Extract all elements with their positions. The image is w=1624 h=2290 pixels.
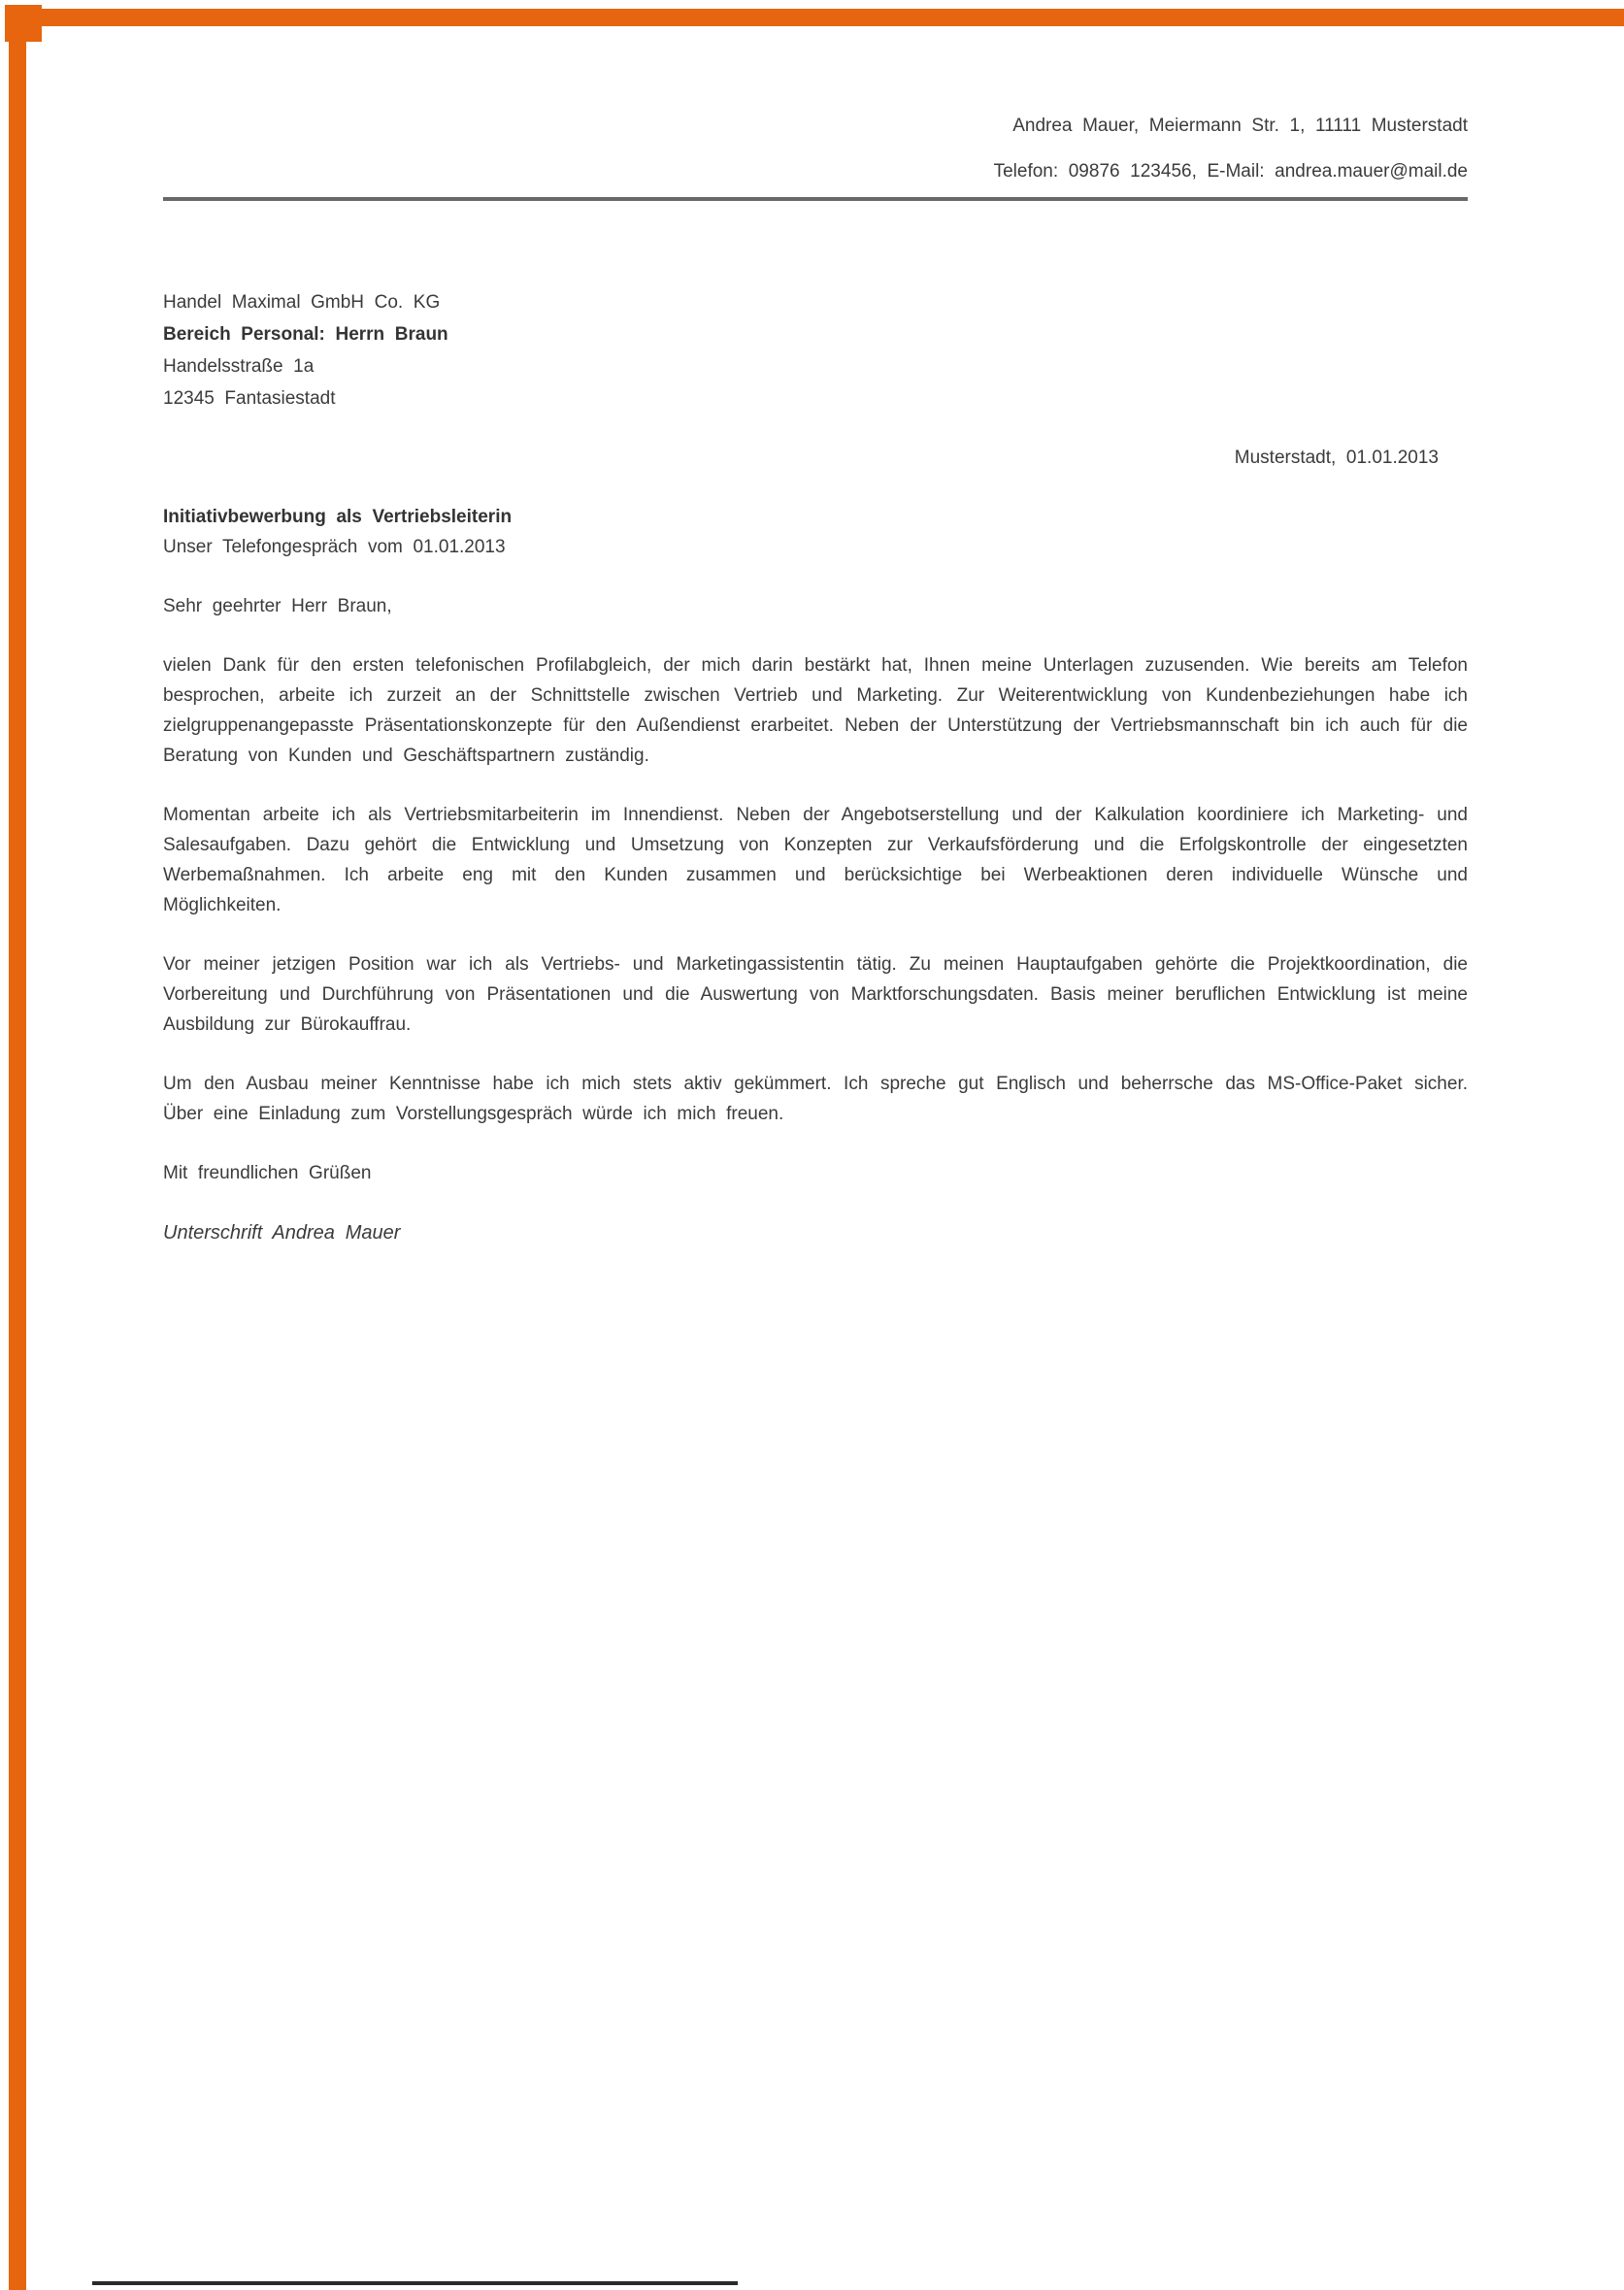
recipient-line-city: 12345 Fantasiestadt [163,388,336,409]
sender-contact-line: Telefon: 09876 123456, E-Mail: andrea.mauer@mail.de [993,161,1468,182]
closing-line: Mit freundlichen Grüßen [163,1163,372,1183]
subject-line: Initiativbewerbung als Vertriebsleiterin [163,507,513,527]
frame-corner [5,5,42,42]
sender-address-line: Andrea Mauer, Meiermann Str. 1, 11111 Musterstadt [1012,116,1468,136]
header-divider [163,197,1468,201]
subject-block [163,502,1468,562]
page-bottom-edge-artifact [92,2281,738,2285]
signature-line: Unterschrift Andrea Mauer [163,1222,401,1244]
recipient-address [163,286,1468,415]
date-line: Musterstadt, 01.01.2013 [1234,448,1439,468]
body-paragraph-1: vielen Dank für den ersten telefonischen Profilabgleich, der mich darin bestärkt hat, Ihnen meine Unterlagen zuzusenden. Wie bereits am Telefon besprochen, arbeite ich zurzeit an der Schnittstelle zwischen Vertrieb und Marketing. Zur Weiterentwicklung von Kundenbeziehungen habe ich zielgruppenangepasste Präsentationskonzepte für den Außendienst erarbeitet. Neben der Unterstützung der Vertriebsmannschaft bin ich auch für die Beratung von Kunden und Geschäftspartnern zuständig. [163,655,1468,766]
recipient-line-department: Bereich Personal: Herrn Braun [163,324,448,345]
frame-left-bar [9,9,26,2290]
recipient-line-company: Handel Maximal GmbH Co. KG [163,292,441,313]
salutation: Sehr geehrter Herr Braun, [163,596,392,616]
recipient-line-street: Handelsstraße 1a [163,356,315,377]
reference-line: Unser Telefongespräch vom 01.01.2013 [163,537,506,557]
body-paragraph-3: Vor meiner jetzigen Position war ich als Vertriebs- und Marketingassistentin tätig. Zu meinen Hauptaufgaben gehörte die Projektkoordination, die Vorbereitung und Durchführung von Präsentationen und die Auswertung von Marktforschungsdaten. Basis meiner beruflichen Entwicklung ist meine Ausbildung zur Bürokauffrau. [163,954,1468,1035]
letter-content [163,0,1468,1248]
sender-block [163,0,1468,194]
body-paragraph-2: Momentan arbeite ich als Vertriebsmitarbeiterin im Innendienst. Neben der Angebotserstellung und der Kalkulation koordiniere ich Marketing- und Salesaufgaben. Dazu gehört die Entwicklung und Umsetzung von Konzepten zur Verkaufsförderung und die Erfolgskontrolle der eingesetzten Werbemaßnahmen. Ich arbeite eng mit den Kunden zusammen und berücksichtige bei Werbeaktionen deren individuelle Wünsche und Möglichkeiten. [163,805,1468,915]
body-paragraph-4: Um den Ausbau meiner Kenntnisse habe ich mich stets aktiv gekümmert. Ich spreche gut Englisch und beherrsche das MS-Office-Paket sicher. Über eine Einladung zum Vorstellungsgespräch würde ich mich freuen. [163,1074,1468,1124]
